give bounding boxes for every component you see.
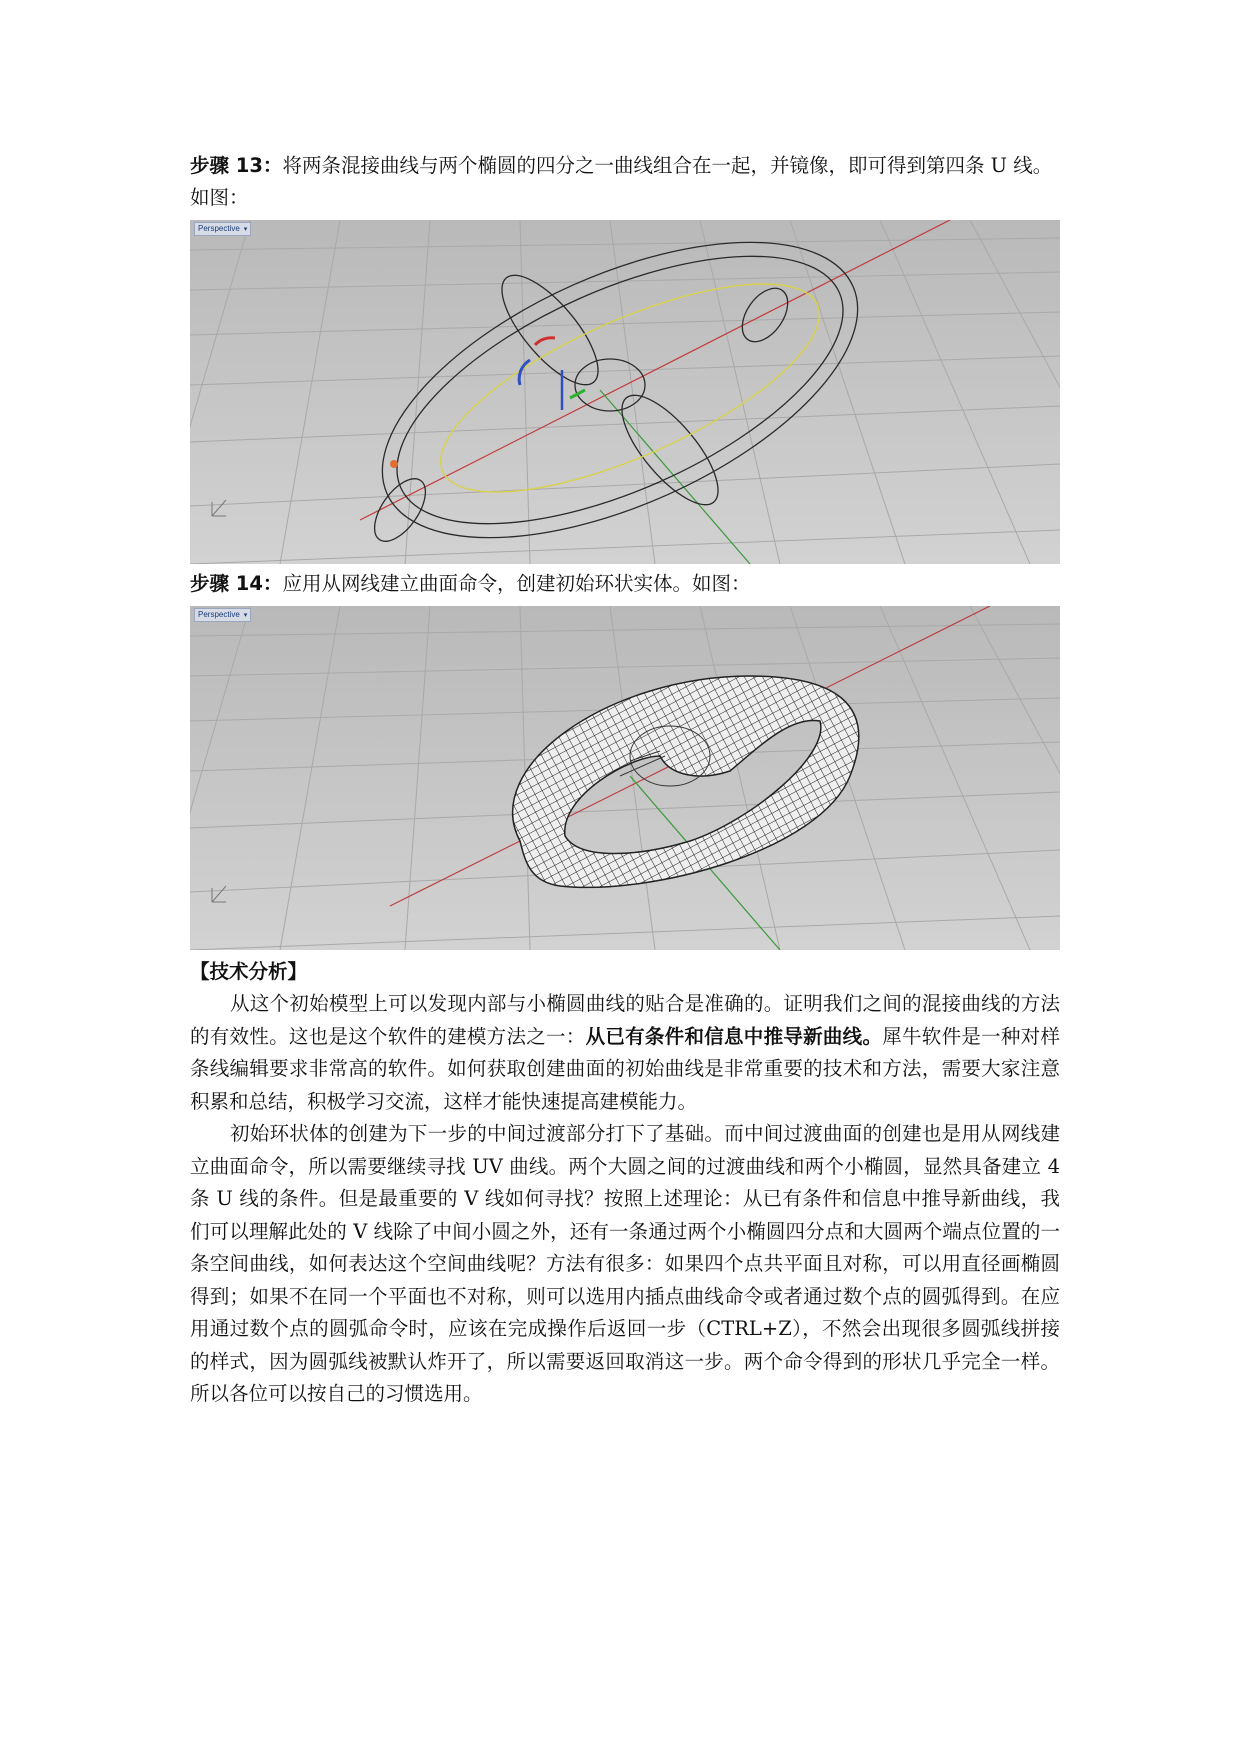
analysis-p1-part-b: 犀牛软件是一种对样条线编辑要求非常高的软件。如何获取创建曲面的初始曲线是非常重要的技术和方法，需要大家注意积累和总结，积极学习交流，这样才能快速提高建模能力。 <box>190 1024 1060 1113</box>
analysis-paragraph-2: 初始环状体的创建为下一步的中间过渡部分打下了基础。而中间过渡曲面的创建也是用从网线建立曲面命令，所以需要继续寻找 UV 曲线。两个大圆之间的过渡曲线和两个小椭圆，显然具备建立 4 条 U 线的条件。但是最重要的 V 线如何寻找？按照上述理论：从已有条件和信息中推导新曲线，我们可以理解此处的 V 线除了中间小圆之外，还有一条通过两个小椭圆四分点和大圆两个端点位置的一条空间曲线，如何表达这个空间曲线呢？方法有很多：如果四个点共平面且对称，可以用直径画椭圆得到；如果不在同一个平面也不对称，则可以选用内插点曲线命令或者通过数个点的圆弧得到。在应用通过数个点的圆弧命令时，应该在完成操作后返回一步（CTRL+Z），不然会出现很多圆弧线拼接的样式，因为圆弧线被默认炸开了，所以需要返回取消这一步。两个命令得到的形状几乎完全一样。所以各位可以按自己的习惯选用。 <box>190 1122 1060 1405</box>
analysis-p1-part-a: 从这个初始模型上可以发现内部与小椭圆曲线的贴合是准确的。证明我们之间的混接曲线的方法的有效性。这也是这个软件的建模方法之一： <box>190 992 1060 1048</box>
step-14-paragraph <box>190 568 1060 600</box>
step-13-text: 将两条混接曲线与两个椭圆的四分之一曲线组合在一起，并镜像，即可得到第四条 U 线。如图： <box>190 154 1053 209</box>
viewport-label: Perspective <box>198 224 240 233</box>
analysis-paragraph-1 <box>190 988 1060 1118</box>
viewport-tab[interactable] <box>194 608 251 622</box>
torus-surface-illustration <box>190 606 1060 950</box>
analysis-heading: 【技术分析】 <box>190 960 308 983</box>
viewport-dropdown-icon[interactable]: ▾ <box>243 226 248 233</box>
figure-2-rhino-viewport <box>190 606 1060 950</box>
step-13-paragraph <box>190 150 1060 214</box>
document-page <box>190 150 1060 1411</box>
step-14-label: 步骤 14： <box>190 572 283 595</box>
step-14-text: 应用从网线建立曲面命令，创建初始环状实体。如图： <box>282 572 751 595</box>
figure-1-rhino-viewport <box>190 220 1060 564</box>
analysis-p1-bold: 从已有条件和信息中推导新曲线。 <box>585 1024 883 1048</box>
viewport-label: Perspective <box>198 610 240 619</box>
viewport-tab[interactable] <box>194 222 251 236</box>
step-13-label: 步骤 13： <box>190 154 283 177</box>
viewport-dropdown-icon[interactable]: ▾ <box>243 612 248 619</box>
wireframe-curves-illustration <box>190 220 1060 564</box>
